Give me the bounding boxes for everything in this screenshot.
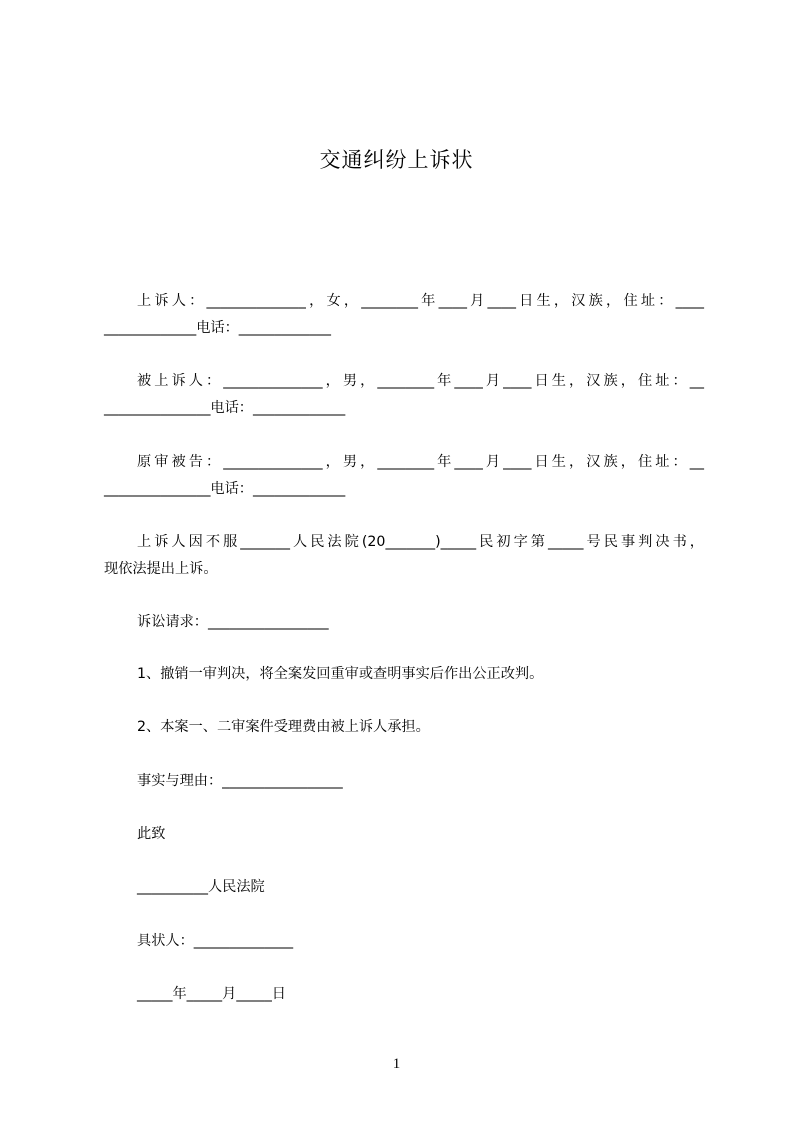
appellee-line-2: _______________电话：_____________ xyxy=(104,400,346,416)
appellee-line-1: 被上诉人：______________，男，________年____月____日生，汉族，住址：__ xyxy=(137,373,704,389)
signer: 具状人：______________ xyxy=(137,933,294,949)
claims-label: 诉讼请求：_________________ xyxy=(137,614,329,630)
page-number: 1 xyxy=(392,1056,401,1072)
date-line: _____年_____月_____日 xyxy=(137,986,286,1002)
appellant-line-1: 上诉人：______________，女，________年____月____日生，汉族，住址：____ xyxy=(137,293,704,309)
facts-label: 事实与理由：_________________ xyxy=(137,773,343,789)
salutation: 此致 xyxy=(137,826,166,842)
document-title: 交通纠纷上诉状 xyxy=(319,148,474,172)
original-defendant-line-2: _______________电话：_____________ xyxy=(104,481,346,497)
claim-1: 1、撤销一审判决，将全案发回重审或查明事实后作出公正改判。 xyxy=(137,666,544,682)
statement-line-1: 上诉人因不服_______人民法院(20_______)_____民初字第_____号民事判决书， xyxy=(137,534,704,550)
original-defendant-line-1: 原审被告：______________，男，________年____月____日生，汉族，住址：__ xyxy=(137,454,704,470)
court-name: __________人民法院 xyxy=(137,879,265,895)
claim-2: 2、本案一、二审案件受理费由被上诉人承担。 xyxy=(137,719,430,735)
statement-line-2: 现依法提出上诉。 xyxy=(104,561,218,577)
appellant-line-2: _____________电话：_____________ xyxy=(104,320,332,336)
